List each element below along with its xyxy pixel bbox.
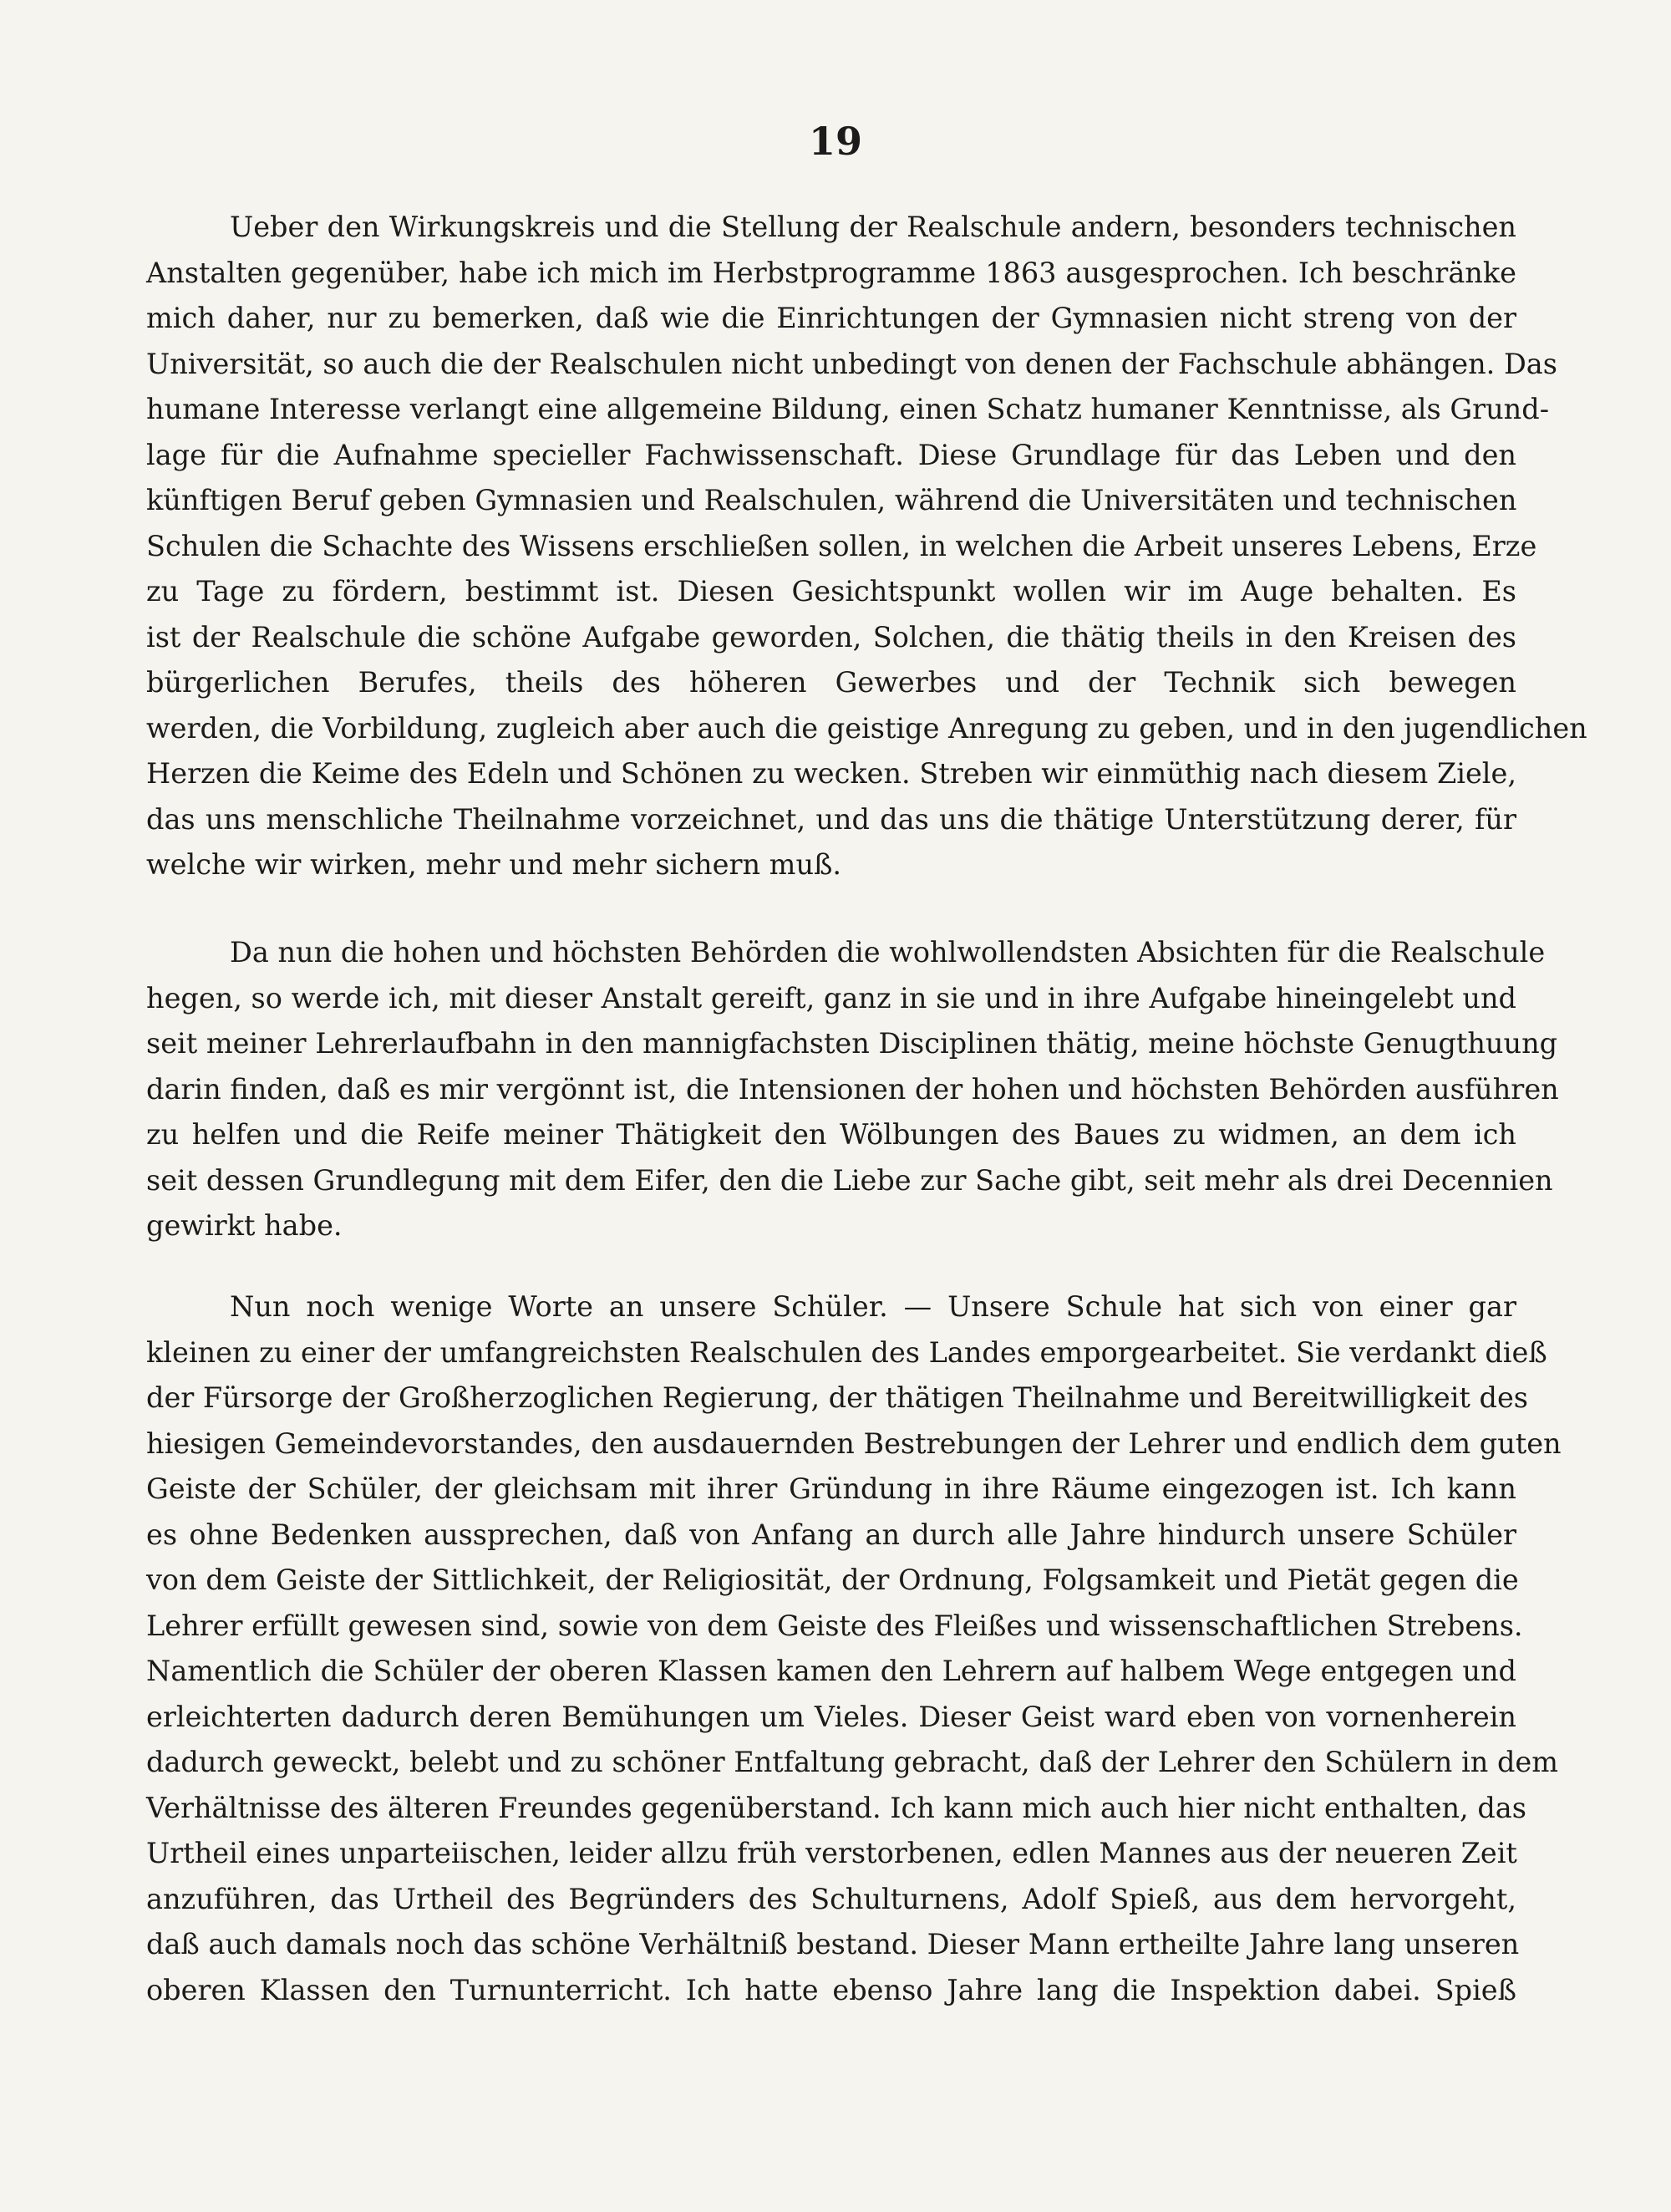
text-line: Universität, so auch die der Realschulen nicht unbedingt von denen der Fachschule abhängen. Das	[146, 347, 1557, 380]
text-line: Verhältnisse des älteren Freundes gegenüberstand. Ich kann mich auch hier nicht enthalten, das	[146, 1791, 1526, 1824]
text-line: gewirkt habe.	[146, 1209, 343, 1242]
text-line: künftigen Beruf geben Gymnasien und Realschulen, während die Universitäten und technischen	[146, 484, 1517, 516]
text-line: seit dessen Grundlegung mit dem Eifer, den die Liebe zur Sache gibt, seit mehr als drei Decennien	[146, 1163, 1553, 1197]
text-line: Da nun die hohen und höchsten Behörden die wohlwollendsten Absichten für die Realschule	[230, 936, 1546, 969]
text-line: lage für die Aufnahme specieller Fachwissenschaft. Diese Grundlage für das Leben und den	[146, 438, 1516, 471]
page-number: 19	[808, 119, 862, 164]
text-line: bürgerlichen Berufes, theils des höheren Gewerbes und der Technik sich bewegen	[146, 666, 1516, 699]
text-line: Geiste der Schüler, der gleichsam mit ihrer Gründung in ihre Räume eingezogen ist. Ich kann	[146, 1472, 1516, 1505]
text-line: kleinen zu einer der umfangreichsten Realschulen des Landes emporgearbeitet. Sie verdankt dieß	[146, 1335, 1547, 1369]
text-line: hiesigen Gemeindevorstandes, den ausdauernden Bestrebungen der Lehrer und endlich dem guten	[146, 1426, 1562, 1460]
text-line: oberen Klassen den Turnunterricht. Ich hatte ebenso Jahre lang die Inspektion dabei. Spieß	[146, 1973, 1516, 2006]
text-line: Namentlich die Schüler der oberen Klassen kamen den Lehrern auf halbem Wege entgegen und	[146, 1655, 1516, 1687]
text-line: humane Interesse verlangt eine allgemeine Bildung, einen Schatz humaner Kenntnisse, als Grund-	[146, 393, 1550, 425]
text-line: das uns menschliche Theilnahme vorzeichnet, und das uns die thätige Unterstützung derer, für	[146, 802, 1516, 836]
text-line: hegen, so werde ich, mit dieser Anstalt gereift, ganz in sie und in ihre Aufgabe hineingelebt und	[146, 981, 1516, 1014]
text-line: Anstalten gegenüber, habe ich mich im Herbstprogramme 1863 ausgesprochen. Ich beschränke	[146, 256, 1516, 289]
text-line: zu Tage zu fördern, bestimmt ist. Diesen Gesichtspunkt wollen wir im Auge behalten. Es	[146, 575, 1516, 608]
text-line: Schulen die Schachte des Wissens erschließen sollen, in welchen die Arbeit unseres Lebens, Erze	[146, 529, 1537, 562]
text-line: daß auch damals noch das schöne Verhältniß bestand. Dieser Mann ertheilte Jahre lang unseren	[146, 1928, 1520, 1960]
text-line: anzuführen, das Urtheil des Begründers des Schulturnens, Adolf Spieß, aus dem hervorgeht,	[146, 1882, 1516, 1915]
text-line: ist der Realschule die schöne Aufgabe geworden, Solchen, die thätig theils in den Kreisen des	[146, 620, 1516, 653]
text-line: erleichterten dadurch deren Bemühungen um Vieles. Dieser Geist ward eben von vornenherein	[146, 1700, 1516, 1733]
text-line: Lehrer erfüllt gewesen sind, sowie von dem Geiste des Fleißes und wissenschaftlichen Strebens.	[146, 1609, 1523, 1642]
paragraph-1	[146, 205, 1587, 888]
text-line: mich daher, nur zu bemerken, daß wie die Einrichtungen der Gymnasien nicht streng von der	[146, 302, 1516, 334]
text-line: von dem Geiste der Sittlichkeit, der Religiosität, der Ordnung, Folgsamkeit und Pietät gegen die	[146, 1564, 1519, 1596]
text-line: zu helfen und die Reife meiner Thätigkeit den Wölbungen des Baues zu widmen, an dem ich	[146, 1118, 1516, 1151]
text-line: es ohne Bedenken aussprechen, daß von Anfang an durch alle Jahre hindurch unsere Schüler	[146, 1518, 1516, 1551]
text-line: Nun noch wenige Worte an unsere Schüler. — Unsere Schule hat sich von einer gar	[230, 1290, 1516, 1323]
text-line: seit meiner Lehrerlaufbahn in den mannigfachsten Disciplinen thätig, meine höchste Genugthuung	[146, 1027, 1558, 1060]
text-line: darin finden, daß es mir vergönnt ist, die Intensionen der hohen und höchsten Behörden ausführen	[146, 1072, 1559, 1106]
text-line: der Fürsorge der Großherzoglichen Regierung, der thätigen Theilnahme und Bereitwilligkeit des	[146, 1381, 1528, 1414]
text-line: welche wir wirken, mehr und mehr sichern muß.	[146, 848, 842, 881]
text-line: Urtheil eines unparteiischen, leider allzu früh verstorbenen, edlen Mannes aus der neueren Zeit	[146, 1837, 1517, 1869]
paragraph-2	[146, 930, 1559, 1249]
text-line: werden, die Vorbildung, zugleich aber auch die geistige Anregung zu geben, und in den jugendlichen	[146, 711, 1587, 745]
text-line: Herzen die Keime des Edeln und Schönen zu wecken. Streben wir einmüthig nach diesem Ziele,	[146, 757, 1516, 790]
text-line: Ueber den Wirkungskreis und die Stellung der Realschule andern, besonders technischen	[230, 211, 1516, 243]
text-line: dadurch geweckt, belebt und zu schöner Entfaltung gebracht, daß der Lehrer den Schülern in dem	[146, 1746, 1558, 1778]
paragraph-3	[146, 1284, 1562, 2013]
